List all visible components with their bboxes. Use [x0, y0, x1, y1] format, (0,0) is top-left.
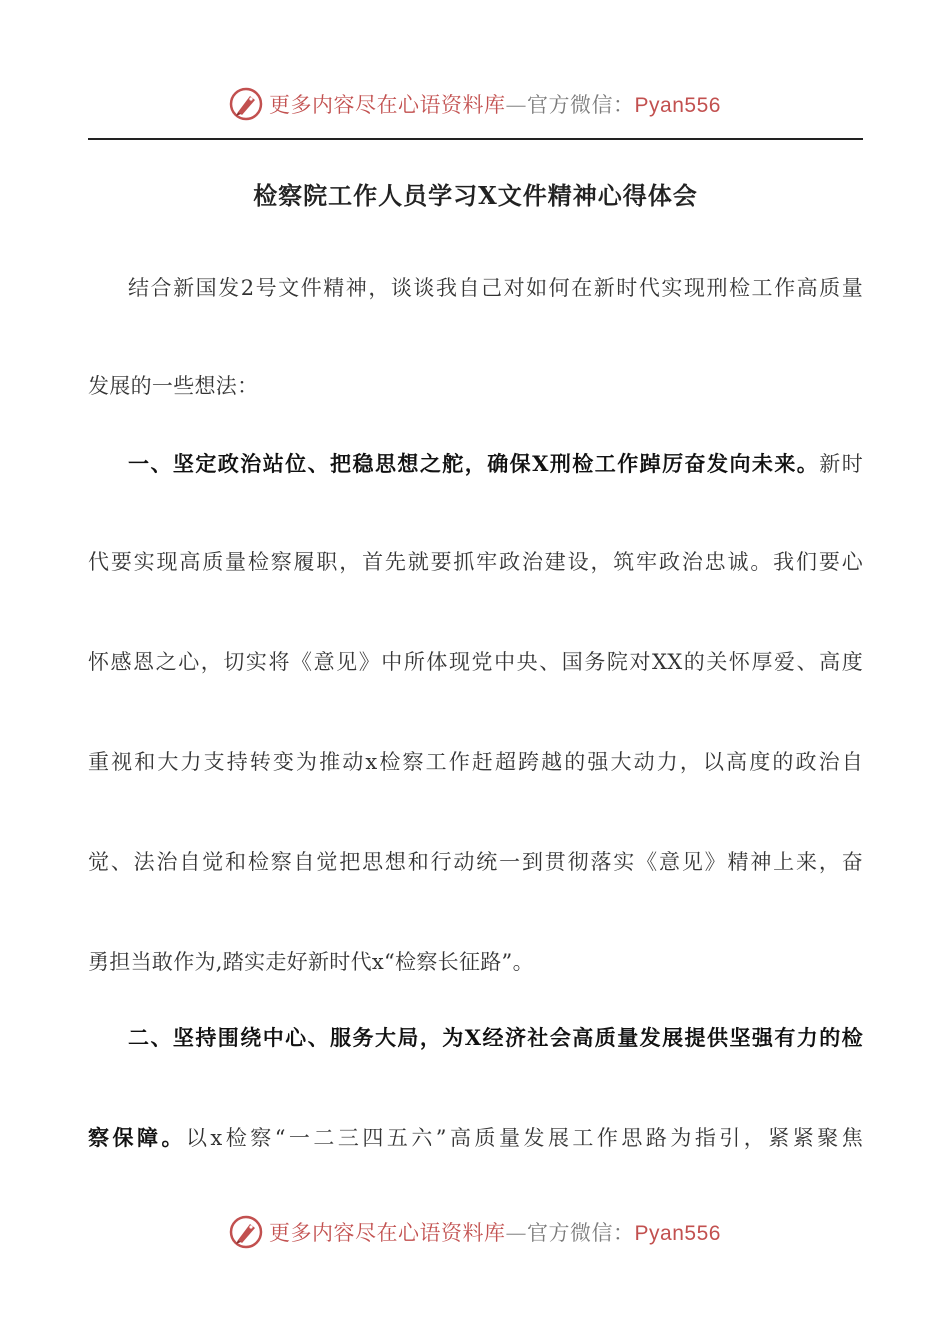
section-heading-2: [88, 1018, 863, 1058]
footer-banner-main: 更多内容尽在心语资料库: [269, 1221, 506, 1245]
body-line-7: 觉、法治自觉和检察自觉把思想和行动统一到贯彻落实《意见》精神上来，奋: [88, 850, 863, 874]
header-banner-text: [269, 89, 721, 119]
section-heading-2-end: 察保障。: [88, 1125, 186, 1150]
pen-nib-logo-icon: [229, 87, 263, 121]
header-banner-wechat: 官方微信：: [527, 93, 635, 117]
header-divider: [88, 138, 863, 140]
body-line-10: [88, 1118, 863, 1158]
footer-banner-wechat: 官方微信：: [527, 1221, 635, 1245]
body-line-8: 勇担当敢作为,踏实走好新时代x“检察长征路”。: [88, 950, 534, 974]
body-line-5: 怀感恩之心，切实将《意见》中所体现党中央、国务院对XX的关怀厚爱、高度: [88, 650, 863, 674]
body-line-3-rest: 新时: [819, 452, 863, 476]
footer-banner-dash: —: [505, 1221, 528, 1245]
footer-banner: [0, 1212, 950, 1252]
body-line-4: 代要实现高质量检察履职，首先就要抓牢政治建设，筑牢政治忠诚。我们要心: [88, 550, 863, 574]
section-heading-2-text: 二、坚持围绕中心、服务大局，为X经济社会高质量发展提供坚强有力的检: [128, 1025, 863, 1050]
footer-banner-text: [269, 1217, 721, 1247]
body-line-3: [88, 444, 863, 484]
section-heading-1: 一、坚定政治站位、把稳思想之舵，确保X刑检工作踔厉奋发向未来。: [128, 451, 820, 476]
header-banner-id: Pyan556: [634, 94, 721, 117]
header-banner-main: 更多内容尽在心语资料库: [269, 93, 506, 117]
body-line-10-rest: 以x检察“一二三四五六”高质量发展工作思路为指引，紧紧聚焦: [185, 1126, 864, 1150]
body-line-1: 结合新国发2号文件精神，谈谈我自己对如何在新时代实现刑检工作高质量: [128, 276, 863, 300]
header-banner: [0, 84, 950, 124]
pen-nib-logo-icon: [229, 1215, 263, 1249]
document-title: 检察院工作人员学习X文件精神心得体会: [253, 181, 698, 210]
body-line-6: 重视和大力支持转变为推动x检察工作赶超跨越的强大动力，以高度的政治自: [88, 750, 863, 774]
footer-banner-id: Pyan556: [634, 1222, 721, 1245]
header-banner-dash: —: [505, 93, 528, 117]
body-line-2: 发展的一些想法：: [88, 374, 259, 398]
